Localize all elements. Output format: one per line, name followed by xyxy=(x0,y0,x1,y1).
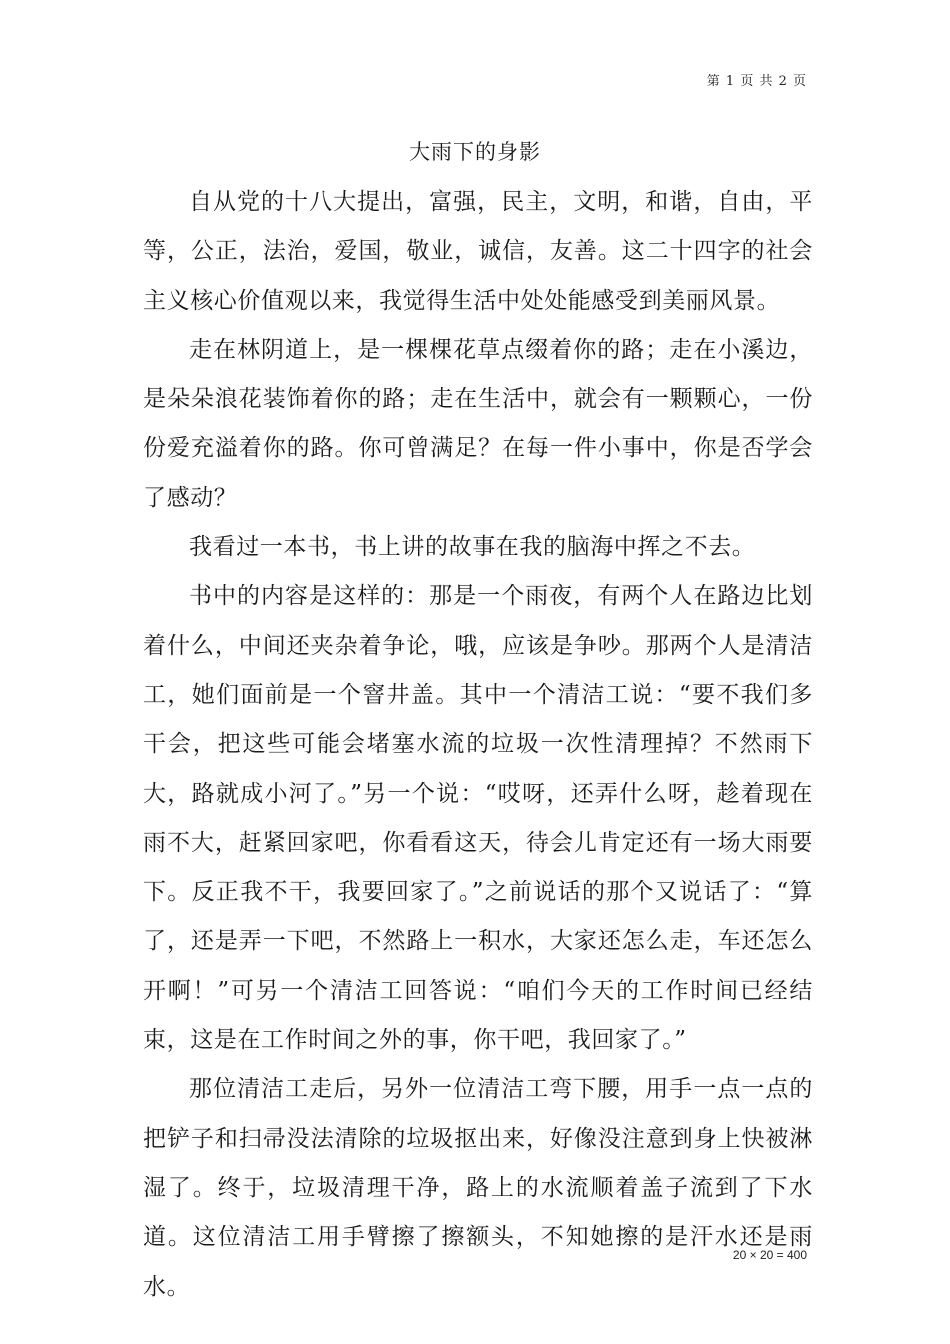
page-indicator: 第 1 页 共 2 页 xyxy=(706,74,807,89)
paragraph: 我看过一本书，书上讲的故事在我的脑海中挥之不去。 xyxy=(189,534,756,561)
paragraph: 自从党的十八大提出，富强，民主，文明，和谐，自由，平等，公正，法治，爱国，敬业，诚信，友善。这二十四字的社会主义核心价值观以来，我觉得生活中处处能感受到美丽风景。 xyxy=(143,189,813,314)
document-title: 大雨下的身影 xyxy=(409,140,541,164)
paragraph: 书中的内容是这样的：那是一个雨夜，有两个人在路边比划着什么，中间还夹杂着争论，哦，应该是争吵。那两个人是清洁工，她们面前是一个窨井盖。其中一个清洁工说：“要不我们多干会，把这些可能会堵塞水流的垃圾一次性清理掉？不然雨下大，路就成小河了。”另一个说：“哎呀，还弄什么呀，趁着现在雨不大，赶紧回家吧，你看看这天，待会儿肯定还有一场大雨要下。反正我不干，我要回家了。”之前说话的那个又说话了：“算了，还是弄一下吧，不然路上一积水，大家还怎么走，车还怎么开啊！”可另一个清洁工回答说：“咱们今天的工作时间已经结束，这是在工作时间之外的事，你干吧，我回家了。” xyxy=(143,583,813,1054)
grid-count-note: 20 × 20 = 400 xyxy=(732,1248,807,1262)
paragraph: 那位清洁工走后，另外一位清洁工弯下腰，用手一点一点的把铲子和扫帚没法清除的垃圾抠出来，好像没注意到身上快被淋湿了。终于，垃圾清理干净，路上的水流顺着盖子流到了下水道。这位清洁工用手臂擦了擦额头，不知她擦的是汗水还是雨水。 xyxy=(143,1076,813,1300)
document-body xyxy=(143,178,813,1312)
paragraph: 走在林阴道上，是一棵棵花草点缀着你的路；走在小溪边，是朵朵浪花装饰着你的路；走在生活中，就会有一颗颗心，一份份爱充溢着你的路。你可曾满足？在每一件小事中，你是否学会了感动？ xyxy=(143,336,813,511)
